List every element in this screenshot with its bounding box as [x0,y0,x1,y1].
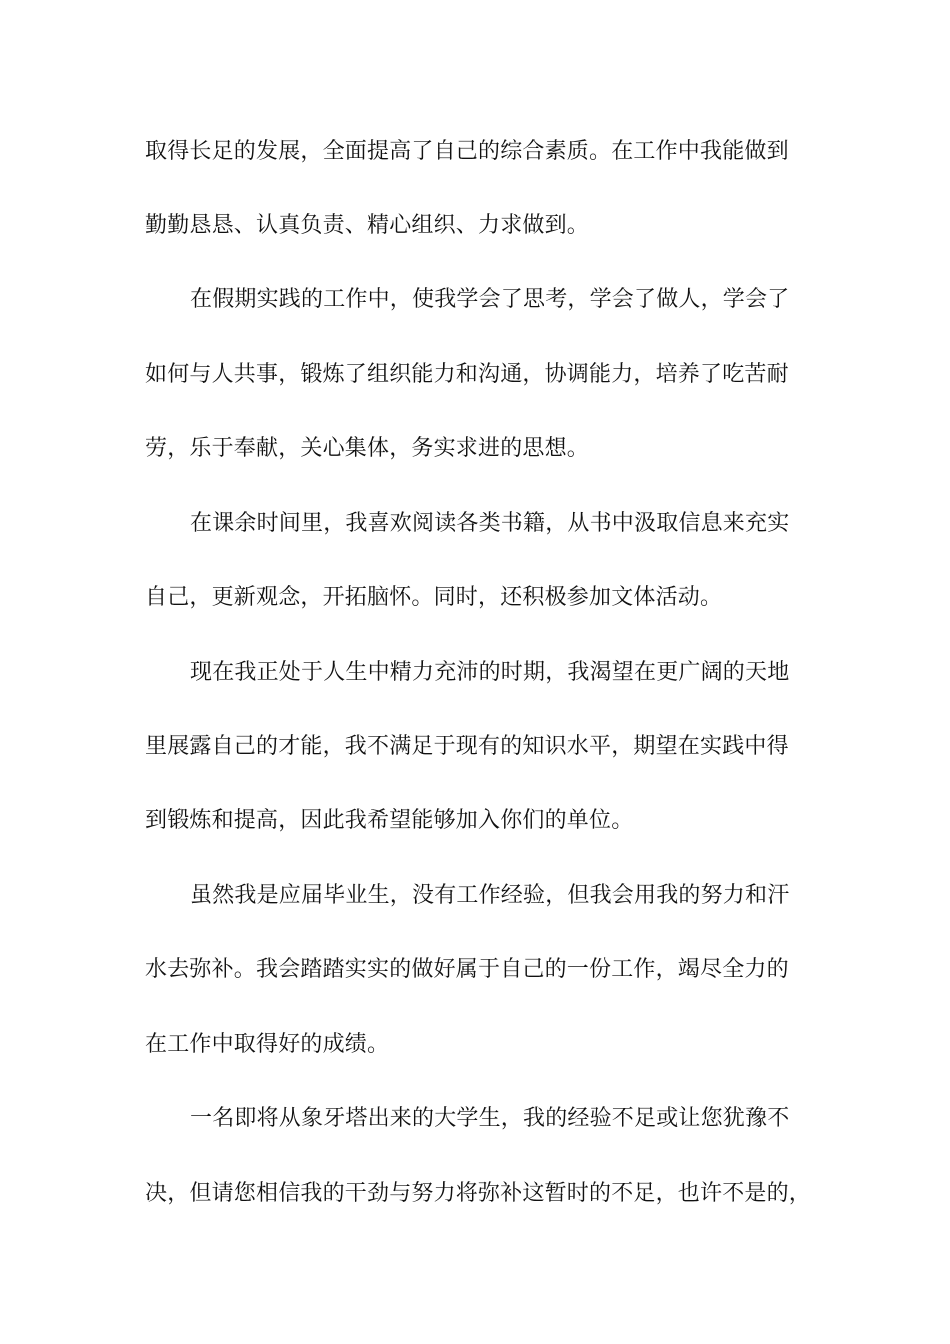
text-line: 在工作中取得好的成绩。 [145,1032,390,1057]
paragraph-first-line: 现在我正处于人生中精力充沛的时期，我渴望在更广阔的天地 [190,660,790,685]
text-line: 水去弥补。我会踏踏实实的做好属于自己的一份工作，竭尽全力的 [145,957,789,982]
text-line: 劳，乐于奉献，关心集体，务实求进的思想。 [145,436,590,461]
text-line: 决，但请您相信我的干劲与努力将弥补这暂时的不足，也许不是的， [145,1181,812,1206]
paragraph-first-line: 虽然我是应届毕业生，没有工作经验，但我会用我的努力和汗 [190,883,790,908]
text-line: 取得长足的发展，全面提高了自己的综合素质。在工作中我能做到 [145,139,789,164]
text-line: 自己，更新观念，开拓脑怀。同时，还积极参加文体活动。 [145,585,723,610]
text-line: 里展露自己的才能，我不满足于现有的知识水平，期望在实践中得 [145,734,789,759]
text-line: 勤勤恳恳、认真负责、精心组织、力求做到。 [145,213,590,238]
text-line: 到锻炼和提高，因此我希望能够加入你们的单位。 [145,808,634,833]
paragraph-first-line: 在课余时间里，我喜欢阅读各类书籍，从书中汲取信息来充实 [190,511,790,536]
paragraph-first-line: 一名即将从象牙塔出来的大学生，我的经验不足或让您犹豫不 [190,1106,790,1131]
text-line: 如何与人共事，锻炼了组织能力和沟通，协调能力，培养了吃苦耐 [145,362,789,387]
paragraph-first-line: 在假期实践的工作中，使我学会了思考，学会了做人，学会了 [190,287,790,312]
